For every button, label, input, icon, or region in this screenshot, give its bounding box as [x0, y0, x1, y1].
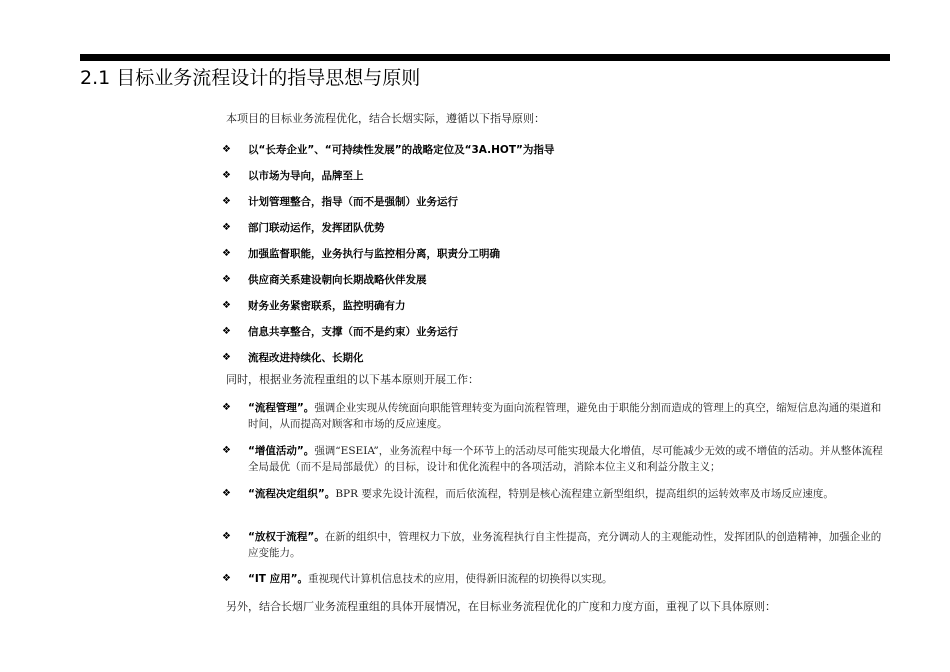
guideline-text: 以“长寿企业”、“可持续性发展”的战略定位及“3A.HOT”为指导 — [248, 144, 555, 157]
diamond-bullet-icon: ❖ — [222, 248, 231, 259]
guideline-text: 以市场为导向，品牌至上 — [248, 170, 364, 183]
principle-text: 强调“ESEIA”，业务流程中每一个环节上的活动尽可能实现最大化增值，尽可能减少无效的或不增值的活动。并从整体流程全局最优（而不是局部最优）的目标，设计和优化流程中的各项活动，消除本位主义和利益分散主义； — [248, 445, 883, 473]
guideline-item — [222, 266, 554, 292]
guideline-item — [222, 344, 554, 370]
mid-paragraph: 同时，根据业务流程重组的以下基本原则开展工作： — [226, 373, 479, 386]
principle-text: 重视现代计算机信息技术的应用，使得新旧流程的切换得以实现。 — [308, 573, 613, 585]
guideline-text: 信息共享整合，支撑（而不是约束）业务运行 — [248, 325, 458, 338]
principle-item — [222, 400, 890, 432]
diamond-bullet-icon: ❖ — [222, 325, 231, 337]
diamond-bullet-icon: ❖ — [222, 273, 231, 285]
guideline-item — [222, 163, 554, 189]
guideline-item — [222, 318, 554, 344]
top-rule — [80, 54, 890, 61]
principle-item — [222, 443, 890, 475]
guideline-text: 财务业务紧密联系，监控明确有力 — [248, 299, 406, 312]
diamond-bullet-icon: ❖ — [222, 196, 231, 208]
guideline-list — [222, 137, 554, 370]
principle-item — [222, 486, 890, 502]
guideline-item — [222, 292, 554, 318]
section-heading: 2.1 目标业务流程设计的指导思想与原则 — [80, 67, 421, 89]
principle-term: “放权于流程”。 — [248, 531, 325, 543]
guideline-item — [222, 241, 554, 267]
principle-term: “IT 应用”。 — [248, 573, 309, 585]
diamond-bullet-icon: ❖ — [222, 445, 231, 456]
principle-text: 强调企业实现从传统面向职能管理转变为面向流程管理，避免由于职能分割而造成的管理上的真空，缩短信息沟通的渠道和时间，从而提高对顾客和市场的反应速度。 — [248, 402, 882, 430]
principle-item — [222, 571, 890, 587]
guideline-item — [222, 189, 554, 215]
diamond-bullet-icon: ❖ — [222, 170, 231, 182]
principle-body — [248, 529, 890, 561]
principle-term: “流程决定组织”。 — [248, 488, 336, 500]
intro-paragraph: 本项目的目标业务流程优化，结合长烟实际，遵循以下指导原则： — [226, 112, 545, 125]
principle-item — [222, 529, 890, 561]
diamond-bullet-icon: ❖ — [222, 299, 231, 311]
diamond-bullet-icon: ❖ — [222, 488, 231, 499]
principle-term: “增值活动”。 — [248, 445, 315, 457]
principle-body — [248, 400, 890, 432]
diamond-bullet-icon: ❖ — [222, 531, 231, 542]
guideline-item — [222, 137, 554, 163]
principle-term: “流程管理”。 — [248, 402, 315, 414]
principle-body — [248, 443, 890, 475]
diamond-bullet-icon: ❖ — [222, 144, 231, 156]
guideline-text: 计划管理整合，指导（而不是强制）业务运行 — [248, 196, 458, 209]
diamond-bullet-icon: ❖ — [222, 573, 231, 584]
guideline-item — [222, 215, 554, 241]
guideline-text: 部门联动运作，发挥团队优势 — [248, 222, 385, 235]
diamond-bullet-icon: ❖ — [222, 351, 231, 363]
guideline-text: 流程改进持续化、长期化 — [248, 351, 364, 364]
principle-text: 在新的组织中，管理权力下放，业务流程执行自主性提高，充分调动人的主观能动性，发挥团队的创造精神，加强企业的应变能力。 — [248, 531, 882, 559]
principle-body — [248, 571, 890, 587]
closing-paragraph: 另外，结合长烟厂业务流程重组的具体开展情况，在目标业务流程优化的广度和力度方面，重视了以下具体原则： — [226, 600, 776, 613]
principle-body — [248, 486, 890, 502]
guideline-text: 加强监督职能，业务执行与监控相分离，职责分工明确 — [248, 248, 500, 260]
diamond-bullet-icon: ❖ — [222, 222, 231, 234]
guideline-text: 供应商关系建设朝向长期战略伙伴发展 — [248, 273, 427, 286]
principle-text: BPR 要求先设计流程，而后依流程，特别是核心流程建立新型组织，提高组织的运转效率及市场反应速度。 — [335, 488, 834, 500]
diamond-bullet-icon: ❖ — [222, 402, 231, 413]
